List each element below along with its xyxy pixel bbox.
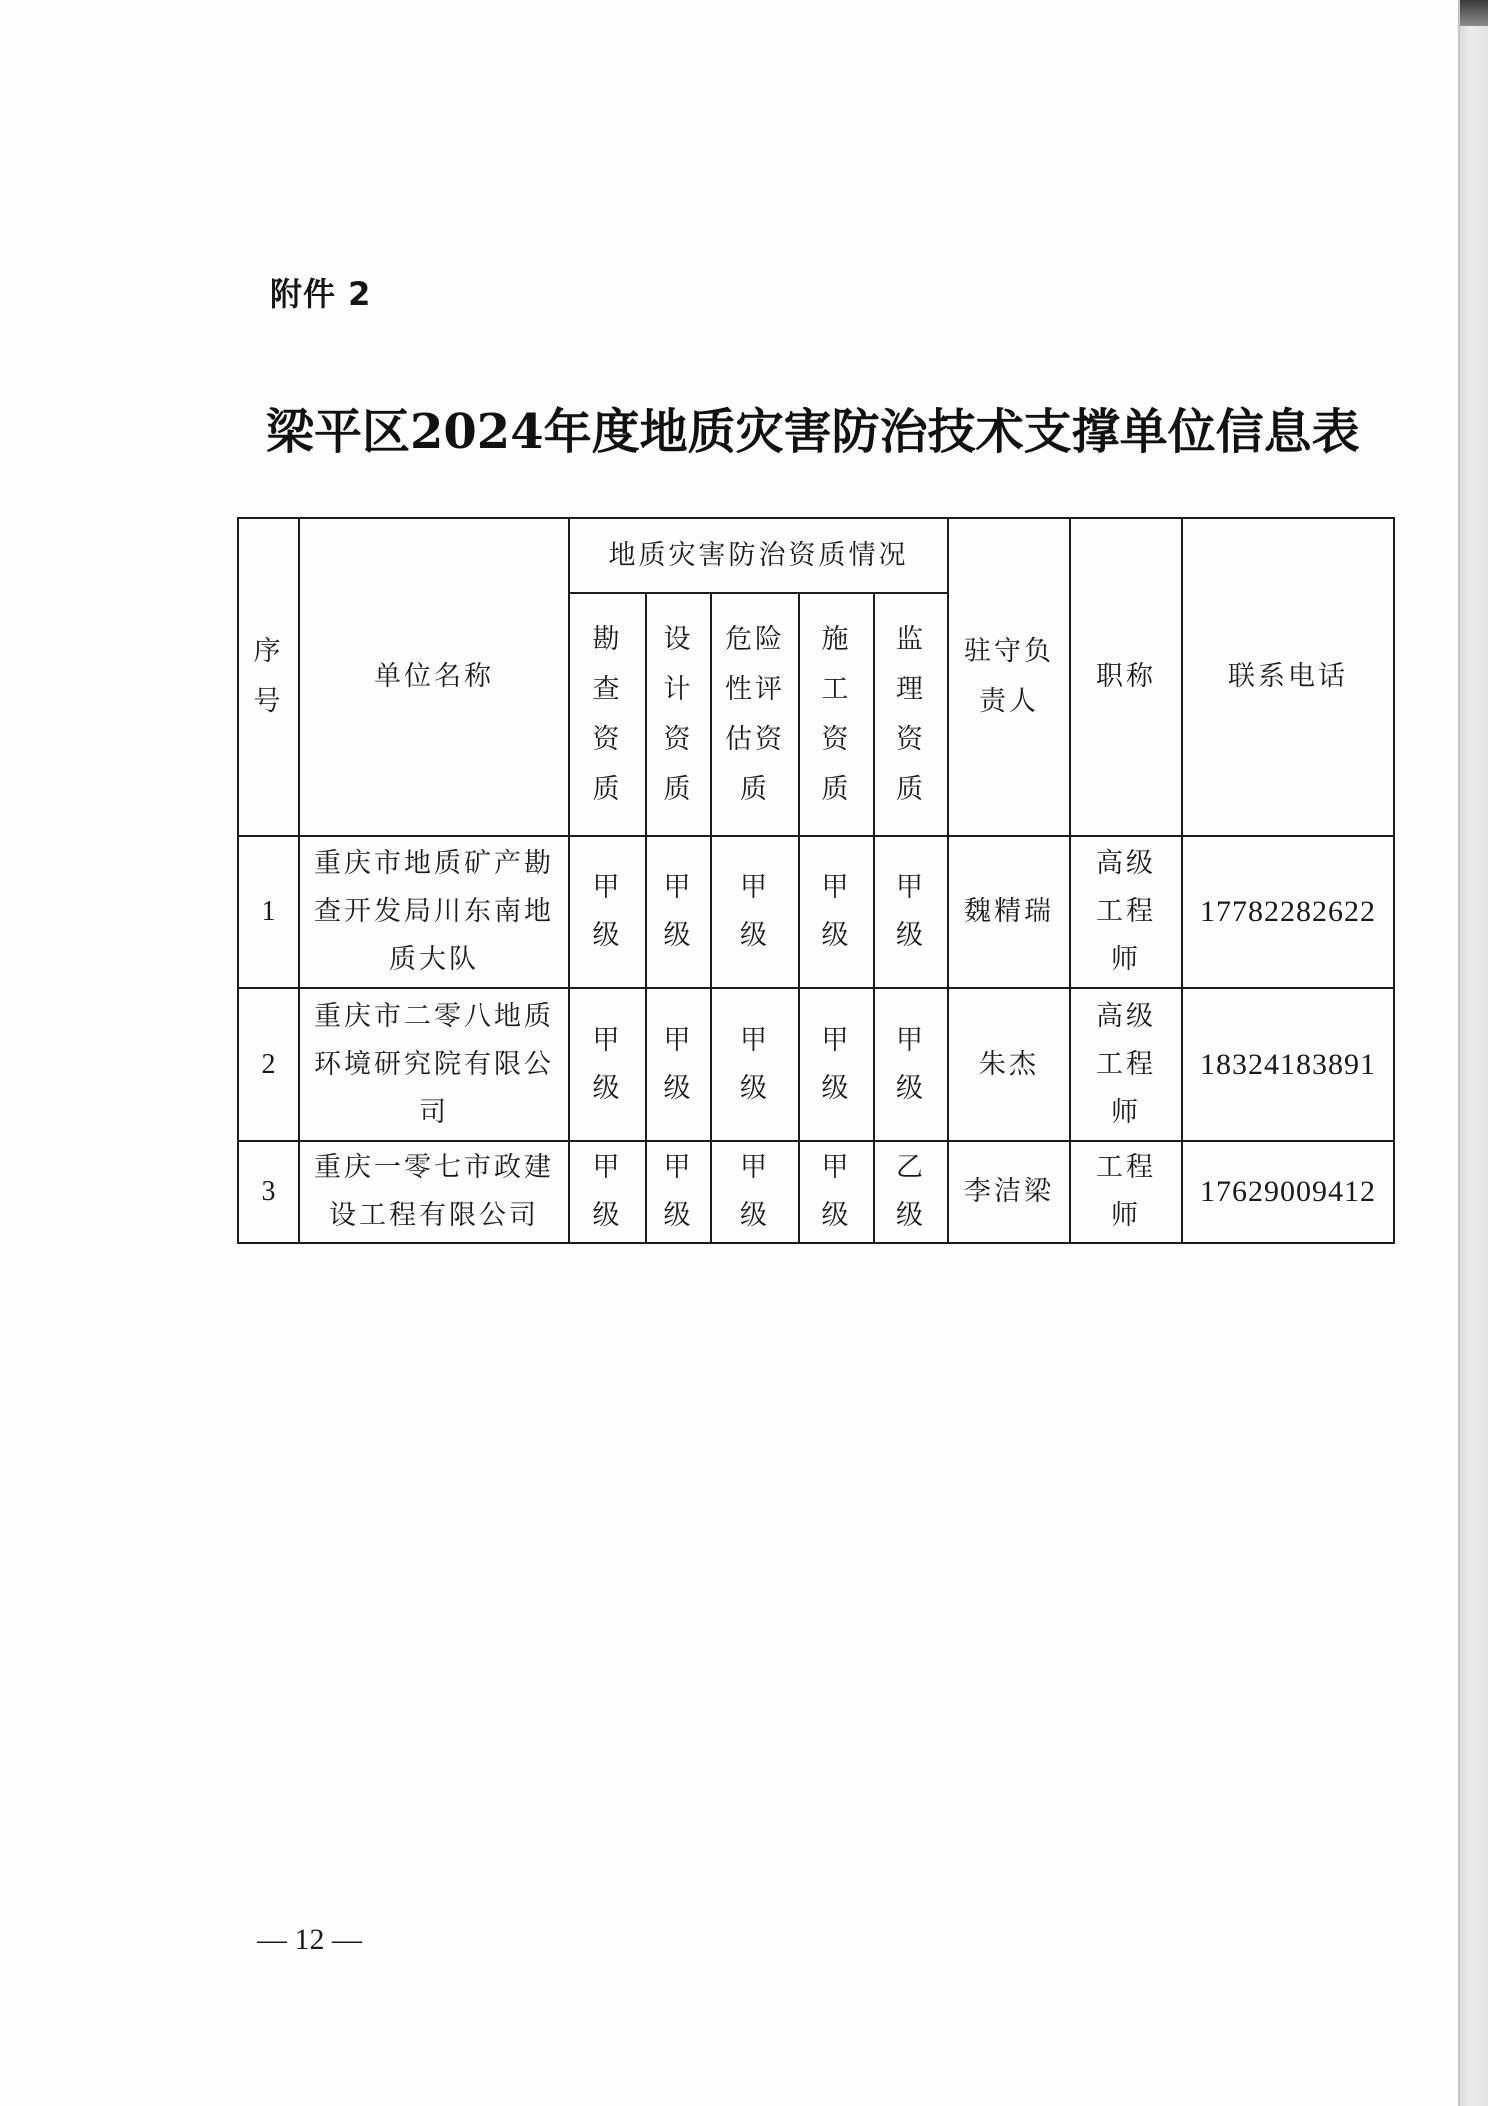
header-construction-label: 施工资质 [821, 623, 852, 805]
row-supervision-grade: 甲级 [896, 1024, 927, 1104]
row-construction-grade: 甲级 [821, 872, 852, 951]
row-supervision-cell [874, 1141, 948, 1243]
header-risk-assessment-label: 危险性评估资质 [725, 623, 785, 805]
header-risk-assessment-cell [711, 593, 799, 836]
row-person-in-charge: 李洁梁 [964, 1176, 1055, 1207]
row-unit-name-cell [299, 836, 569, 988]
row-risk-assessment-grade: 甲级 [740, 1024, 770, 1104]
row-phone-cell [1182, 988, 1394, 1141]
attachment-label: 附件 2 [270, 275, 372, 313]
header-unit-name-label: 单位名称 [374, 661, 494, 692]
row-survey-cell [569, 1141, 646, 1243]
row-person-in-charge: 朱杰 [979, 1048, 1040, 1080]
row-construction-grade: 甲级 [821, 1152, 852, 1231]
row-phone: 17629009412 [1200, 1175, 1377, 1208]
row-unit-name-cell [299, 988, 569, 1141]
row-survey-cell [569, 836, 646, 988]
row-job-title-cell [1070, 988, 1182, 1141]
header-row-top [238, 518, 1394, 593]
table-row [238, 988, 1394, 1141]
row-design-grade: 甲级 [663, 872, 694, 951]
support-unit-table [237, 517, 1395, 1244]
row-construction-cell [799, 1141, 874, 1243]
row-phone: 18324183891 [1200, 1047, 1377, 1081]
row-supervision-grade: 甲级 [896, 872, 927, 951]
row-construction-cell [799, 988, 874, 1141]
row-risk-assessment-grade: 甲级 [740, 872, 770, 951]
row-phone-cell [1182, 1141, 1394, 1243]
row-person-in-charge-cell [948, 1141, 1070, 1243]
header-supervision-label: 监理资质 [896, 623, 927, 805]
row-job-title: 工程师 [1096, 1152, 1157, 1231]
header-index-label: 序号 [253, 636, 284, 717]
header-person-in-charge-cell [948, 518, 1070, 836]
row-phone-cell [1182, 836, 1394, 988]
scan-corner-mark [1460, 0, 1488, 26]
row-design-cell [646, 1141, 711, 1243]
header-design-cell [646, 593, 711, 836]
row-unit-name: 重庆一零七市政建设工程有限公司 [314, 1152, 554, 1231]
table-body [238, 836, 1394, 1243]
row-survey-grade: 甲级 [592, 1024, 623, 1104]
row-risk-assessment-cell [711, 836, 799, 988]
table-header [238, 518, 1394, 836]
document-title: 梁平区2024年度地质灾害防治技术支撑单位信息表 [266, 404, 1360, 460]
header-job-title-label: 职称 [1096, 661, 1157, 692]
row-unit-name: 重庆市二零八地质环境研究院有限公司 [314, 1000, 554, 1128]
row-job-title-cell [1070, 1141, 1182, 1243]
row-risk-assessment-cell [711, 1141, 799, 1243]
header-qualification-group-cell [569, 518, 948, 593]
row-construction-cell [799, 836, 874, 988]
row-index: 1 [261, 896, 276, 927]
row-supervision-grade: 乙级 [896, 1152, 927, 1231]
row-design-cell [646, 836, 711, 988]
header-phone-label: 联系电话 [1228, 661, 1349, 692]
header-unit-name-cell [299, 518, 569, 836]
row-unit-name: 重庆市地质矿产勘查开发局川东南地质大队 [314, 848, 554, 975]
row-supervision-cell [874, 988, 948, 1141]
row-person-in-charge-cell [948, 988, 1070, 1141]
header-design-label: 设计资质 [663, 623, 694, 805]
table-row [238, 836, 1394, 988]
header-survey-label: 勘查资质 [592, 623, 623, 805]
header-qualification-group-label: 地质灾害防治资质情况 [608, 539, 909, 571]
header-construction-cell [799, 593, 874, 836]
row-job-title-cell [1070, 836, 1182, 988]
row-index-cell [238, 988, 299, 1141]
scan-edge-shadow [1458, 0, 1488, 2106]
row-index-cell [238, 1141, 299, 1243]
header-job-title-cell [1070, 518, 1182, 836]
row-risk-assessment-cell [711, 988, 799, 1141]
row-design-grade: 甲级 [663, 1152, 694, 1231]
row-index-cell [238, 836, 299, 988]
row-person-in-charge-cell [948, 836, 1070, 988]
row-job-title: 高级工程师 [1096, 1000, 1157, 1128]
header-index-cell [238, 518, 299, 836]
row-unit-name-cell [299, 1141, 569, 1243]
header-survey-cell [569, 593, 646, 836]
row-index: 3 [261, 1176, 276, 1207]
page-number: — 12 — [257, 1923, 362, 1956]
header-phone-cell [1182, 518, 1394, 836]
row-job-title: 高级工程师 [1096, 848, 1157, 975]
row-design-cell [646, 988, 711, 1141]
row-survey-cell [569, 988, 646, 1141]
row-survey-grade: 甲级 [592, 1152, 623, 1231]
row-survey-grade: 甲级 [592, 872, 623, 951]
row-person-in-charge: 魏精瑞 [964, 896, 1055, 927]
row-phone: 17782282622 [1200, 895, 1377, 928]
row-construction-grade: 甲级 [821, 1024, 852, 1104]
header-supervision-cell [874, 593, 948, 836]
header-person-in-charge-label: 驻守负责人 [964, 636, 1055, 717]
table-row [238, 1141, 1394, 1243]
row-index: 2 [261, 1048, 276, 1080]
row-design-grade: 甲级 [663, 1024, 694, 1104]
row-supervision-cell [874, 836, 948, 988]
row-risk-assessment-grade: 甲级 [740, 1152, 770, 1231]
